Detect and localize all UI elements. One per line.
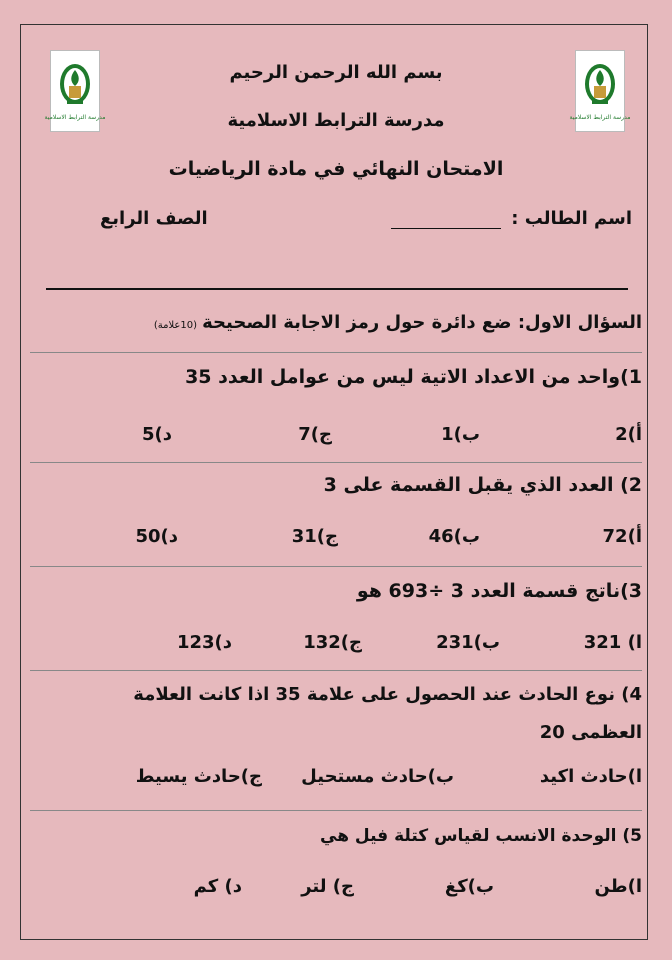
q3-option-a[interactable]: ا) 321 <box>583 632 642 653</box>
q5-option-a[interactable]: ا)طن <box>594 876 642 897</box>
question-1: 1)واحد من الاعداد الاتية ليس من عوامل العدد 35 <box>185 366 642 388</box>
logo-caption: مدرسة الترابط الاسلامية <box>44 113 106 121</box>
question-4-line-2: العظمى 20 <box>539 722 642 743</box>
q3-option-c[interactable]: ج)132 <box>303 632 362 653</box>
q1-option-d[interactable]: د)5 <box>142 424 172 445</box>
header-divider <box>46 288 628 290</box>
student-name-row <box>391 208 632 229</box>
question-3: 3)ناتج قسمة العدد 3 ÷693 هو <box>356 580 642 602</box>
q5-option-d[interactable]: د) كم <box>193 876 242 897</box>
q5-option-b[interactable]: ب)كغ <box>444 876 494 897</box>
q3-option-b[interactable]: ب)231 <box>436 632 500 653</box>
grade-label: الصف الرابع <box>100 208 208 229</box>
section-marks: (10علامة) <box>153 320 198 331</box>
q2-option-c[interactable]: ج)31 <box>291 526 338 547</box>
q4-option-c[interactable]: ج)حادث يسيط <box>135 766 262 787</box>
school-name: مدرسة الترابط الاسلامية <box>227 110 445 131</box>
q5-option-c[interactable]: ج) لتر <box>301 876 354 897</box>
q4-option-b[interactable]: ب)حادث مستحيل <box>301 766 454 787</box>
question-2: 2) العدد الذي يقبل القسمة على 3 <box>323 474 642 496</box>
separator <box>30 462 642 463</box>
q2-option-b[interactable]: ب)46 <box>428 526 480 547</box>
q4-option-a[interactable]: ا)حادث اكيد <box>539 766 642 787</box>
q2-option-d[interactable]: د)50 <box>135 526 178 547</box>
q1-option-c[interactable]: ج)7 <box>298 424 332 445</box>
exam-title: الامتحان النهائي في مادة الرياضيات <box>168 158 504 180</box>
q1-option-a[interactable]: أ)2 <box>615 424 642 445</box>
section-title-row <box>30 312 642 333</box>
question-4-line-1: 4) نوع الحادث عند الحصول على علامة 35 اذا كانت العلامة <box>133 684 642 705</box>
separator <box>30 352 642 353</box>
section-title: السؤال الاول: ضع دائرة حول رمز الاجابة الصحيحة <box>202 312 642 333</box>
basmala: بسم الله الرحمن الرحيم <box>229 62 443 83</box>
student-name-blank[interactable] <box>391 208 501 229</box>
logo-caption: مدرسة الترابط الاسلامية <box>569 113 631 121</box>
separator <box>30 810 642 811</box>
q2-option-a[interactable]: أ)72 <box>602 526 642 547</box>
question-5: 5) الوحدة الانسب لقياس كتلة فيل هي <box>320 826 642 846</box>
q3-option-d[interactable]: د)123 <box>176 632 232 653</box>
student-name-label: اسم الطالب : <box>511 208 632 229</box>
separator <box>30 566 642 567</box>
q1-option-b[interactable]: ب)1 <box>441 424 480 445</box>
separator <box>30 670 642 671</box>
